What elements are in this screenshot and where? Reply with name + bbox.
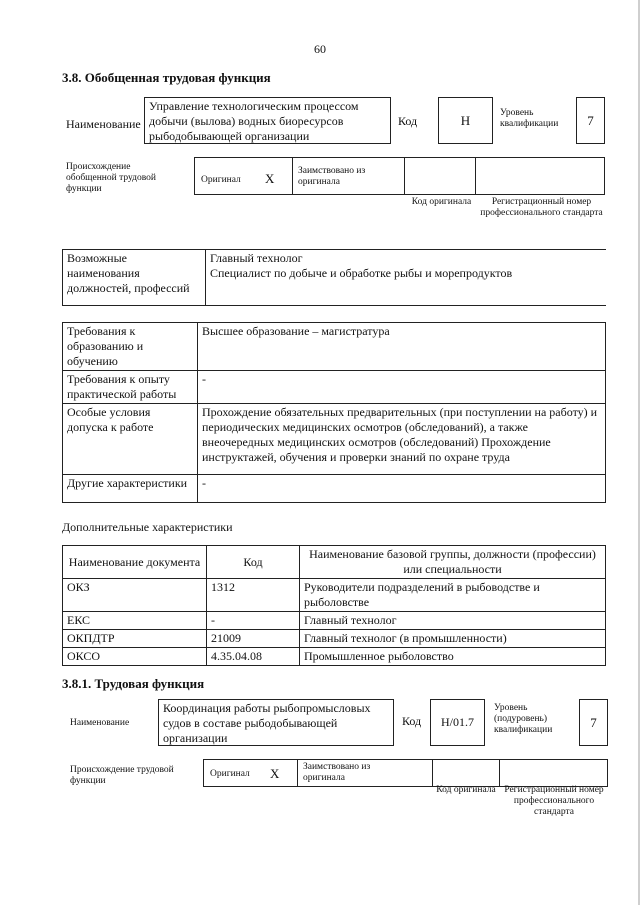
req-label: Требования к опыту практической работы <box>63 371 198 404</box>
origin-label: Происхождение обобщенной трудовой функции <box>66 162 156 194</box>
req-value: - <box>198 371 606 404</box>
code-cell: 4.35.04.08 <box>207 648 300 666</box>
doc-cell: ОКСО <box>63 648 207 666</box>
sub-level-label: Уровень (подуровень) квалификации <box>494 703 553 735</box>
page-number: 60 <box>314 42 326 56</box>
function-name-box <box>144 97 391 144</box>
name-cell: Руководители подразделений в рыбоводстве и рыболовстве <box>300 579 606 612</box>
name-label: Наименование <box>66 117 141 131</box>
code-cell: - <box>207 612 300 630</box>
additional-table <box>62 545 606 666</box>
level-value: 7 <box>587 113 594 128</box>
sub-original-label: Оригинал <box>210 769 250 779</box>
sub-origin-box <box>203 759 608 787</box>
section-title: 3.8. Обобщенная трудовая функция <box>62 70 271 85</box>
subsection-title: 3.8.1. Трудовая функция <box>62 676 205 691</box>
code-cell: 21009 <box>207 630 300 648</box>
sub-code-value: H/01.7 <box>441 715 474 729</box>
sub-reg-number-label: Регистрационный номер профессионального стандарта <box>504 785 604 817</box>
function-name-value: Управление технологическим процессом добычи (вылова) водных биоресурсов рыбодобывающей организации <box>149 99 359 143</box>
positions-cell <box>206 250 607 306</box>
divider <box>432 760 433 786</box>
code-label: Код <box>398 114 418 128</box>
divider <box>297 760 298 786</box>
table-row <box>63 612 606 630</box>
position-item: Главный технолог <box>210 251 303 265</box>
position-item: Специалист по добыче и обработке рыбы и морепродуктов <box>210 266 513 280</box>
divider <box>475 158 476 194</box>
code-value: H <box>460 113 471 128</box>
header-cell: Код <box>207 546 300 579</box>
sub-origin-label: Происхождение трудовой функции <box>70 765 174 786</box>
divider <box>499 760 500 786</box>
sub-level-value: 7 <box>590 715 597 730</box>
doc-cell: ОКЗ <box>63 579 207 612</box>
additional-title: Дополнительные характеристики <box>62 520 233 534</box>
origin-box <box>194 157 605 195</box>
name-cell: Промышленное рыболовство <box>300 648 606 666</box>
name-cell: Главный технолог (в промышленности) <box>300 630 606 648</box>
sub-name-label: Наименование <box>70 718 130 728</box>
code-original-label: Код оригинала <box>411 197 472 207</box>
req-value: Прохождение обязательных предварительных (при поступлении на работу) и периодических медицинских осмотров (обследований), а также внеочередных медицинских осмотров (обследований) Прохождение инструктажей, обучения и проверки знаний по охране труда <box>198 404 606 475</box>
doc-cell: ОКПДТР <box>63 630 207 648</box>
borrowed-label: Заимствовано из оригинала <box>298 166 366 187</box>
code-box <box>438 97 493 144</box>
req-label: Особые условия допуска к работе <box>63 404 198 475</box>
req-label: Требования к образованию и обучению <box>63 323 198 371</box>
sub-original-mark: X <box>270 766 280 781</box>
doc-cell: ЕКС <box>63 612 207 630</box>
req-value: Высшее образование – магистратура <box>198 323 606 371</box>
table-row <box>63 579 606 612</box>
header-cell: Наименование документа <box>63 546 207 579</box>
table-row <box>63 630 606 648</box>
positions-label: Возможные наименования должностей, профессий <box>63 250 206 306</box>
sub-function-name-box <box>158 699 394 746</box>
sub-level-box <box>579 699 608 746</box>
header-cell: Наименование базовой группы, должности (профессии) или специальности <box>300 546 606 579</box>
reg-number-label: Регистрационный номер профессионального стандарта <box>480 197 603 218</box>
divider <box>292 158 293 194</box>
sub-code-label: Код <box>402 714 422 728</box>
requirements-table <box>62 322 606 503</box>
level-box <box>576 97 605 144</box>
req-value: - <box>198 475 606 503</box>
code-cell: 1312 <box>207 579 300 612</box>
divider <box>404 158 405 194</box>
sub-function-name-value: Координация работы рыбопромысловых судов в составе рыбодобывающей организации <box>163 701 371 745</box>
req-label: Другие характеристики <box>63 475 198 503</box>
sub-borrowed-label: Заимствовано из оригинала <box>303 762 371 783</box>
original-mark: X <box>265 171 275 186</box>
sub-code-box <box>430 699 485 746</box>
sub-code-original-label: Код оригинала <box>436 785 496 795</box>
original-label: Оригинал <box>201 175 241 185</box>
name-cell: Главный технолог <box>300 612 606 630</box>
table-row <box>63 648 606 666</box>
level-label: Уровень квалификации <box>500 108 559 129</box>
positions-table <box>62 249 606 306</box>
